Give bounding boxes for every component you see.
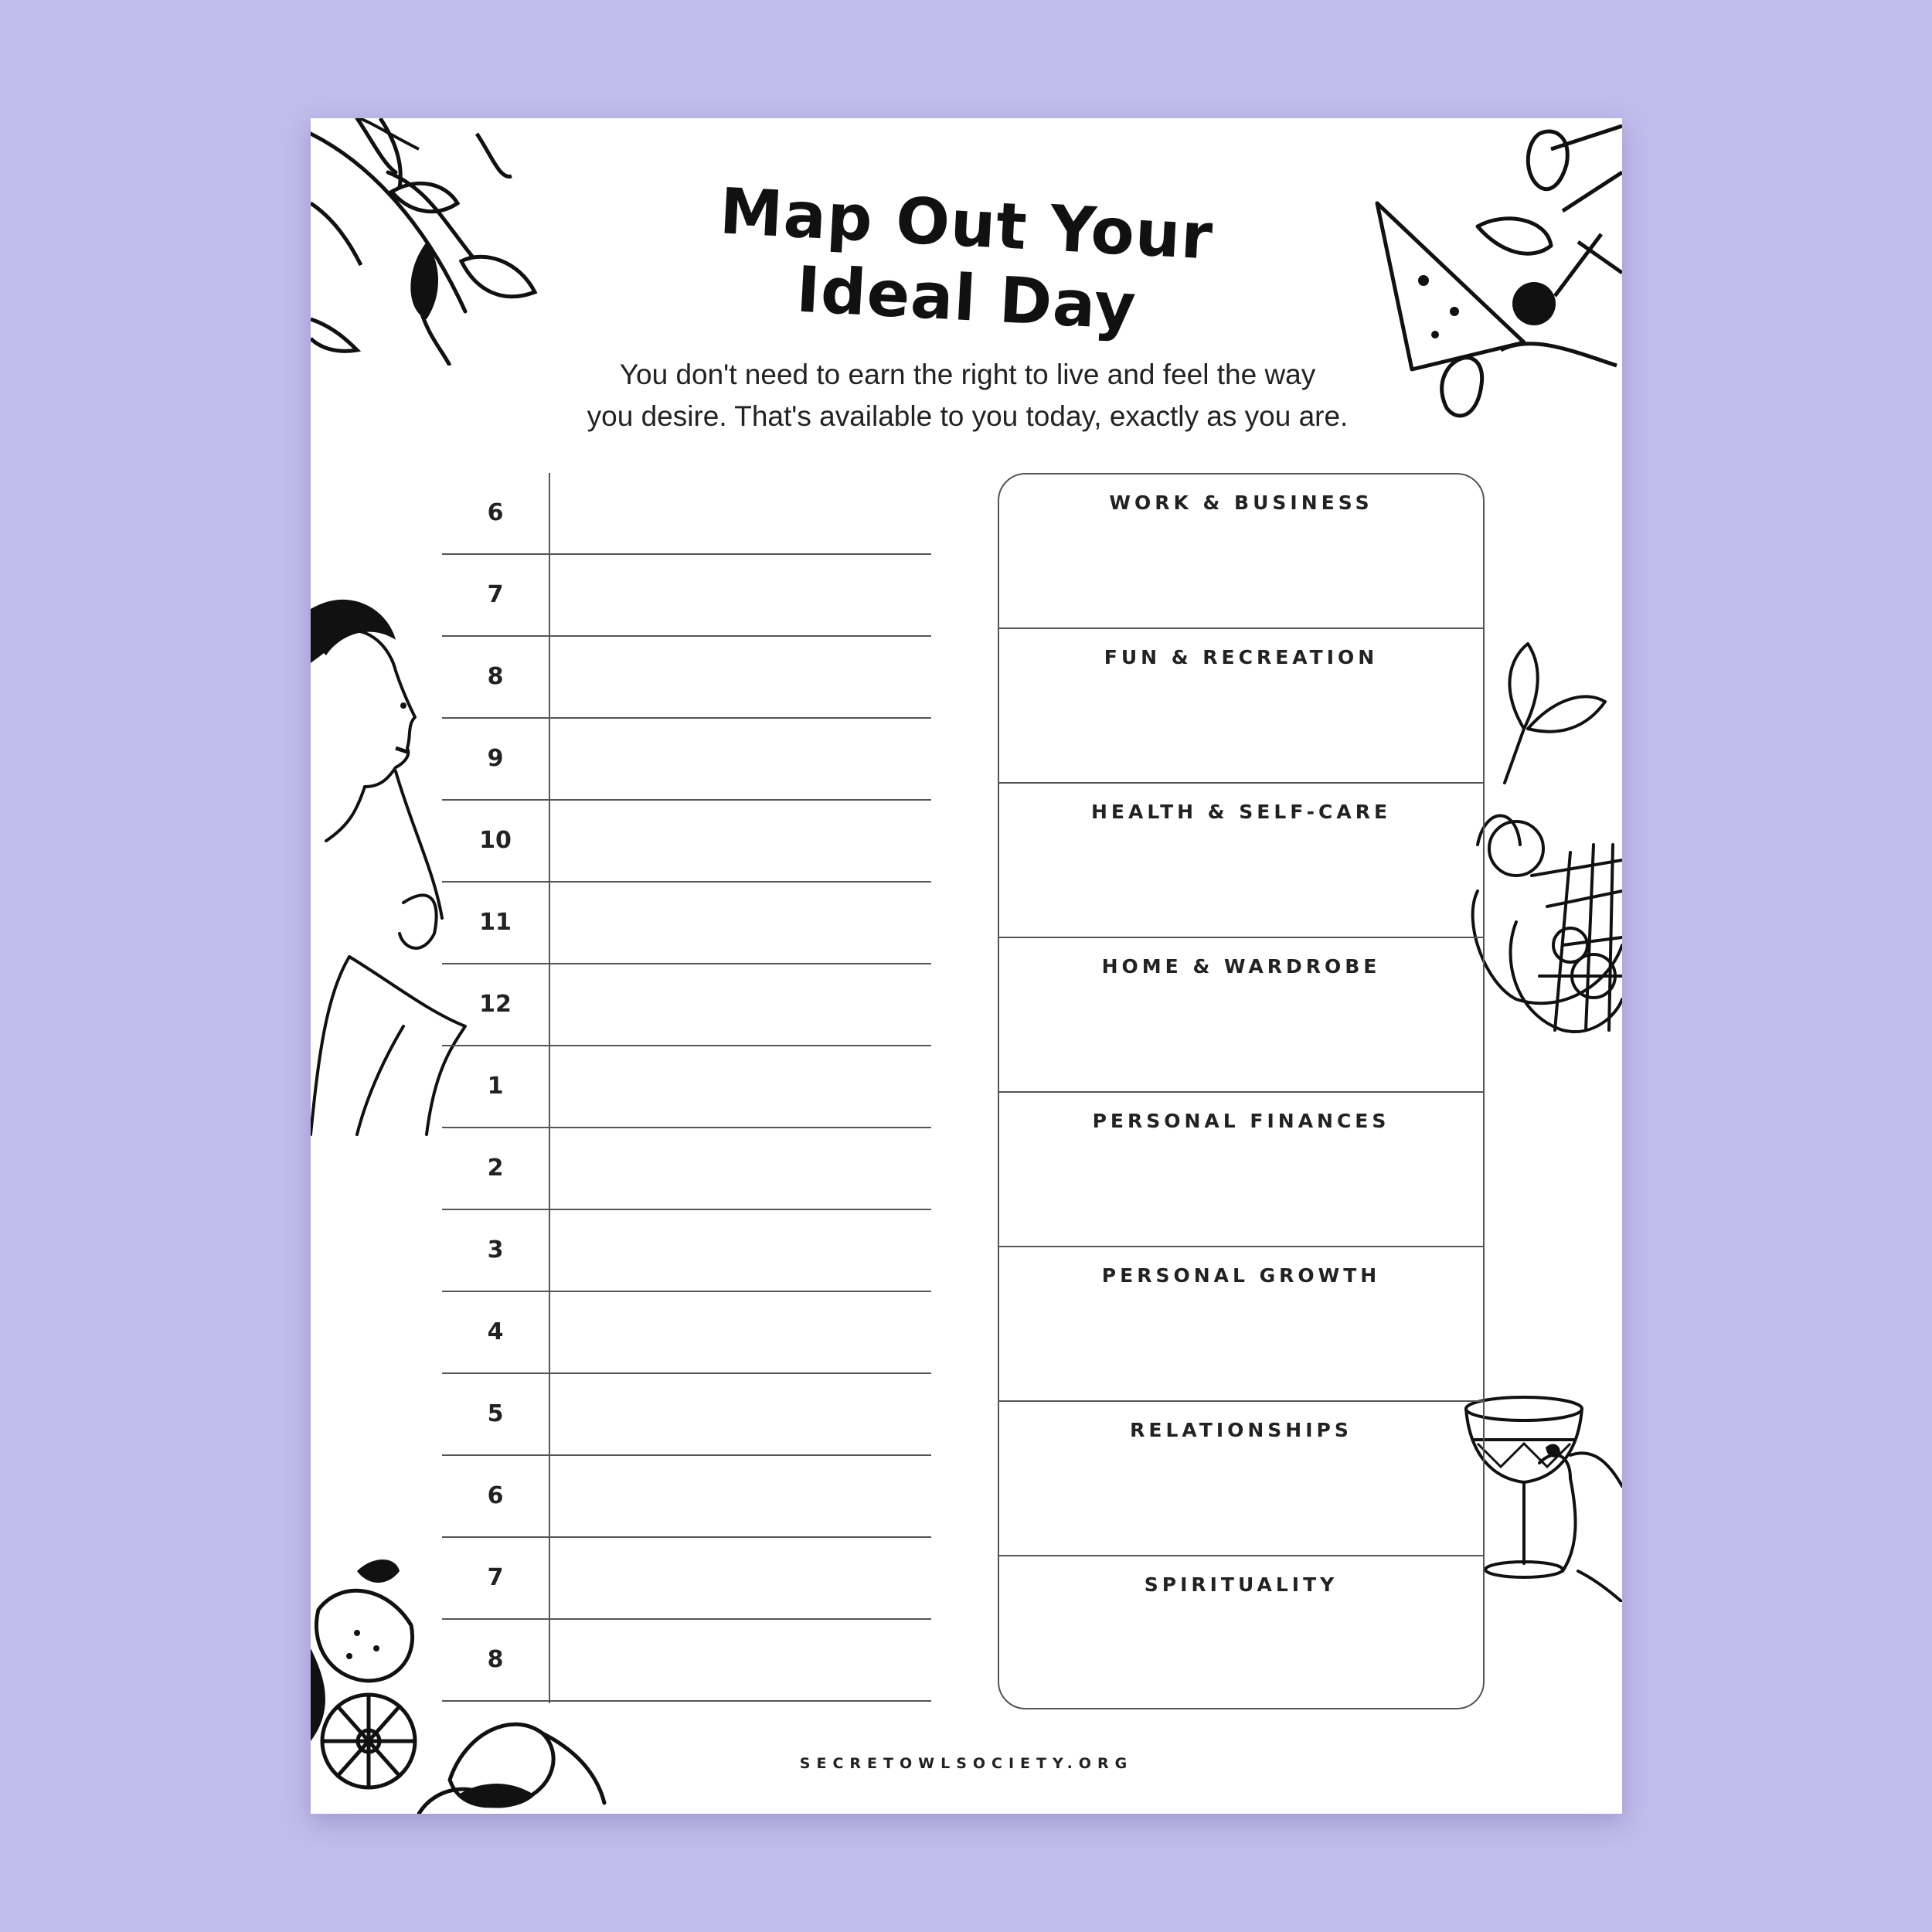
life-categories-box (998, 473, 1485, 1709)
schedule-row (442, 964, 931, 1046)
category-label: FUN & RECREATION (1104, 646, 1379, 668)
category-section[interactable] (999, 1093, 1483, 1247)
category-label: SPIRITUALITY (1144, 1573, 1338, 1596)
schedule-row (442, 719, 931, 801)
hour-entry-slot[interactable] (550, 964, 931, 1045)
hour-label: 8 (487, 663, 504, 690)
schedule-row (442, 801, 931, 883)
hour-entry-slot[interactable] (550, 555, 931, 635)
hour-entry-slot[interactable] (550, 1128, 931, 1209)
hour-label: 7 (487, 581, 504, 608)
schedule-row (442, 637, 931, 719)
hour-entry-slot[interactable] (550, 719, 931, 799)
title-line-1: Map Out Your (717, 175, 1216, 274)
schedule-row (442, 1292, 931, 1374)
hour-entry-slot[interactable] (550, 1292, 931, 1372)
hour-label: 1 (487, 1073, 504, 1100)
champagne-glass-icon (1462, 1393, 1622, 1602)
hour-label: 5 (487, 1400, 504, 1427)
schedule-row (442, 1046, 931, 1128)
hour-label: 12 (479, 991, 512, 1018)
hour-label: 7 (487, 1564, 504, 1591)
category-section[interactable] (999, 1247, 1483, 1402)
schedule-row (442, 555, 931, 637)
schedule-row (442, 1456, 931, 1538)
hour-label: 10 (479, 827, 512, 854)
category-section[interactable] (999, 1402, 1483, 1556)
title-line-2: Ideal Day (794, 253, 1138, 345)
hour-entry-slot[interactable] (550, 1210, 931, 1291)
hour-label: 4 (487, 1318, 504, 1345)
hour-label: 11 (479, 909, 512, 936)
category-label: HEALTH & SELF-CARE (1090, 801, 1392, 823)
schedule-row (442, 1210, 931, 1292)
schedule-row (442, 1538, 931, 1620)
hourly-schedule (442, 473, 931, 1702)
category-label: PERSONAL FINANCES (1092, 1110, 1390, 1132)
hour-entry-slot[interactable] (550, 1620, 931, 1700)
footer-website: SECRETOWLSOCIETY.ORG (799, 1755, 1134, 1772)
category-section[interactable] (999, 1556, 1483, 1709)
schedule-row (442, 883, 931, 964)
hour-label: 2 (487, 1155, 504, 1182)
hour-label: 8 (487, 1646, 504, 1673)
berries-and-net-bag-icon (1470, 613, 1622, 1138)
schedule-row (442, 473, 931, 555)
category-section[interactable] (999, 474, 1483, 629)
schedule-row (442, 1374, 931, 1456)
subtitle-line-1: You don't need to earn the right to live and feel the way (619, 359, 1316, 390)
hour-entry-slot[interactable] (550, 1538, 931, 1618)
hour-label: 6 (487, 499, 504, 526)
category-label: RELATIONSHIPS (1130, 1419, 1352, 1441)
hour-entry-slot[interactable] (550, 473, 931, 553)
hour-entry-slot[interactable] (550, 883, 931, 963)
schedule-row (442, 1620, 931, 1702)
hour-entry-slot[interactable] (550, 801, 931, 881)
category-section[interactable] (999, 938, 1483, 1093)
worksheet-page (311, 118, 1622, 1814)
hour-label: 6 (487, 1482, 504, 1509)
hour-entry-slot[interactable] (550, 637, 931, 717)
category-section[interactable] (999, 784, 1483, 938)
hour-label: 9 (487, 745, 504, 772)
schedule-row (442, 1128, 931, 1210)
subtitle-line-2: you desire. That's available to you today, exactly as you are. (587, 400, 1349, 432)
hour-label: 3 (487, 1236, 504, 1264)
category-label: PERSONAL GROWTH (1101, 1264, 1381, 1287)
category-section[interactable] (999, 629, 1483, 784)
hour-entry-slot[interactable] (550, 1046, 931, 1127)
subtitle (488, 354, 1447, 437)
hour-entry-slot[interactable] (550, 1374, 931, 1454)
page-title (311, 175, 1622, 345)
category-label: HOME & WARDROBE (1101, 955, 1381, 978)
category-label: WORK & BUSINESS (1109, 492, 1373, 514)
hour-entry-slot[interactable] (550, 1456, 931, 1536)
